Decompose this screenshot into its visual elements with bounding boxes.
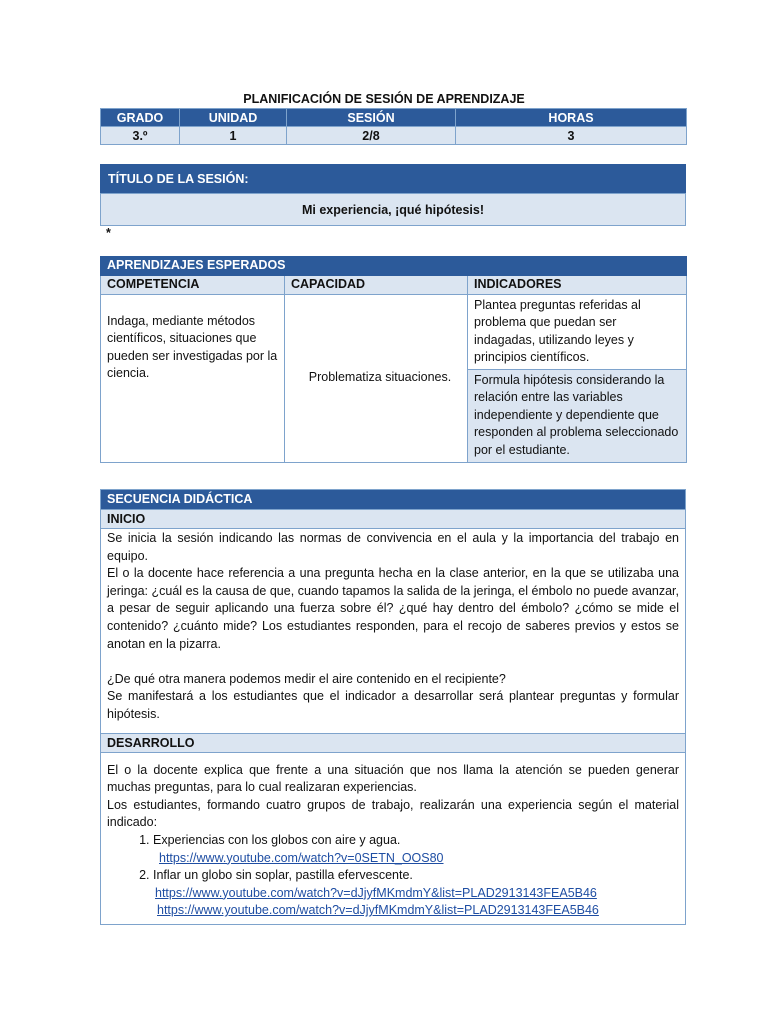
asterisk-mark: * [106, 226, 111, 240]
inicio-label: INICIO [101, 509, 685, 529]
value-grado: 3.º [101, 127, 180, 145]
desarrollo-paragraph-1: El o la docente explica que frente a una situación que nos llama la atención se pueden generar muchas preguntas, para lo cual realizaran experiencias. [107, 762, 679, 795]
col-competencia: COMPETENCIA [101, 275, 285, 294]
indicador-1: Plantea preguntas referidas al problema que puedan ser indagadas, utilizando leyes y principios científicos. [468, 294, 687, 369]
header-horas: HORAS [456, 109, 687, 127]
col-indicadores: INDICADORES [468, 275, 687, 294]
experiencias-list [107, 832, 679, 850]
inicio-paragraph-4: Se manifestará a los estudiantes que el indicador a desarrollar será plantear preguntas y formular hipótesis. [107, 689, 679, 721]
inicio-paragraph-3: ¿De qué otra manera podemos medir el aire contenido en el recipiente? [107, 671, 506, 686]
experiencia-1-text: Experiencias con los globos con aire y agua. [153, 832, 401, 847]
value-sesion: 2/8 [287, 127, 456, 145]
header-sesion: SESIÓN [287, 109, 456, 127]
session-info-table [100, 108, 687, 145]
secuencia-didactica [100, 489, 686, 925]
video-link-3[interactable]: https://www.youtube.com/watch?v=dJjyfMKmdmY&list=PLAD2913143FEA5B46 [157, 903, 599, 918]
desarrollo-label: DESARROLLO [101, 733, 685, 753]
header-grado: GRADO [101, 109, 180, 127]
video-link-1[interactable]: https://www.youtube.com/watch?v=0SETN_OOS80 [159, 850, 444, 865]
video-link-2[interactable]: https://www.youtube.com/watch?v=dJjyfMKmdmY&list=PLAD2913143FEA5B46 [155, 885, 597, 900]
list-item [153, 867, 679, 885]
experiencias-list-2 [107, 867, 679, 885]
inicio-paragraph-2: El o la docente hace referencia a una pregunta hecha en la clase anterior, en la que se utilizaba una jeringa: ¿cuál es la causa de que, cuando tapamos la salida de la jeringa, el émbolo no puede avanzar, a pesar de seguir aplicando una fuerza sobre él? ¿qué hay dentro del émbolo? ¿cómo se mide el contenido? ¿cuánto mide? Los estudiantes responden, para el recojo de saberes previos y estos se anotan en la pizarra. [107, 566, 679, 651]
col-capacidad: CAPACIDAD [285, 275, 468, 294]
page-title: PLANIFICACIÓN DE SESIÓN DE APRENDIZAJE [243, 92, 525, 106]
aprendizajes-header: APRENDIZAJES ESPERADOS [101, 257, 687, 276]
desarrollo-paragraph-2: Los estudiantes, formando cuatro grupos de trabajo, realizarán una experiencia según el material indicado: [107, 797, 679, 830]
value-unidad: 1 [180, 127, 287, 145]
competencia-text: Indaga, mediante métodos científicos, situaciones que pueden ser investigadas por la ciencia. [101, 294, 285, 462]
desarrollo-section [101, 753, 685, 924]
list-item [153, 832, 679, 850]
secuencia-header: SECUENCIA DIDÁCTICA [101, 490, 685, 509]
session-title-value: Mi experiencia, ¡qué hipótesis! [100, 193, 686, 226]
capacidad-text: Problematiza situaciones. [285, 294, 468, 462]
experiencia-2-text: Inflar un globo sin soplar, pastilla efervescente. [153, 868, 413, 883]
session-title-label: TÍTULO DE LA SESIÓN: [100, 164, 686, 193]
aprendizajes-table [100, 256, 687, 463]
header-unidad: UNIDAD [180, 109, 287, 127]
indicador-2: Formula hipótesis considerando la relación entre las variables independiente y dependiente que responden al problema seleccionado por el estudiante. [468, 369, 687, 462]
inicio-section [101, 529, 685, 724]
inicio-paragraph-1: Se inicia la sesión indicando las normas de convivencia en el aula y la importancia del trabajo en equipo. [107, 531, 679, 563]
value-horas: 3 [456, 127, 687, 145]
